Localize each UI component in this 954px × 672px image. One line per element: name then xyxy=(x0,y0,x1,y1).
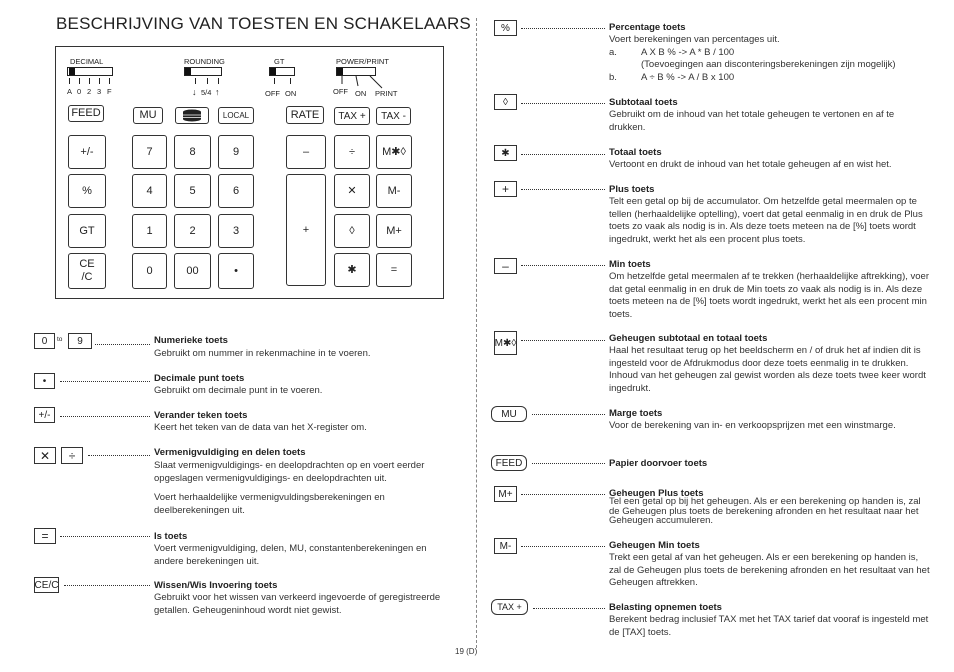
entry-key-divide: ÷ xyxy=(61,447,83,464)
key-9[interactable]: 9 xyxy=(218,135,254,169)
gt-pos-off: OFF xyxy=(265,89,280,98)
percent-key[interactable]: % xyxy=(68,174,106,208)
entry-key-percent: % xyxy=(494,20,517,36)
ce-label: CE xyxy=(79,258,95,270)
decimal-point-key[interactable]: • xyxy=(218,253,254,289)
entry-key-subtotal: ◊ xyxy=(494,94,517,110)
entry-text: Vertoont en drukt de inhoud van het totale geheugen af en wist het. xyxy=(609,159,892,170)
entry-text: Gebruikt om decimale punt in te voeren. xyxy=(154,385,323,396)
decimal-pos-f: F xyxy=(107,87,112,96)
entry-key-plus-minus: +/- xyxy=(34,407,55,423)
entry-title: Marge toets xyxy=(609,408,663,419)
memory-minus-key[interactable]: M- xyxy=(376,174,412,208)
entry-text: Gebruikt om de inhoud van het totale geheugen te vertonen en af te drukken. xyxy=(609,109,895,133)
rounding-switch-label: ROUNDING xyxy=(184,57,225,66)
gt-key[interactable]: GT xyxy=(68,214,106,248)
line-tag xyxy=(609,59,641,72)
decimal-pos-2: 2 xyxy=(87,87,92,96)
key-2[interactable]: 2 xyxy=(174,214,211,248)
power-pos-off: OFF xyxy=(333,87,348,96)
mu-key[interactable]: MU xyxy=(133,107,163,124)
tax-plus-key[interactable]: TAX + xyxy=(334,107,370,125)
key-3[interactable]: 3 xyxy=(218,214,254,248)
entry-text: Trekt een getal af van het geheugen. Als er een berekening op handen is, zal de Geheugen plus toets de berekening afronden en het resultaat van het Geheugen aftrekken. xyxy=(609,552,930,588)
entry-title: Papier doorvoer toets xyxy=(609,458,708,469)
key-8[interactable]: 8 xyxy=(174,135,211,169)
entry-text: Berekent bedrag inclusief TAX met het TAX tarief dat vooraf is ingesteld met de [TAX] toets. xyxy=(609,614,929,638)
plus-key[interactable]: + xyxy=(286,174,326,286)
entry-text: Gebruikt om nummer in rekenmachine in te voeren. xyxy=(154,348,371,359)
rate-key[interactable]: RATE xyxy=(286,106,324,124)
entry-key-mu: MU xyxy=(491,406,527,422)
entry-text: Slaat vermenigvuldigings- en deelopdrachten op en voert eerder opgeslagen vermenigvuldigings- en deelopdrachten uit. xyxy=(154,460,425,484)
entry-title: Totaal toets xyxy=(609,147,662,158)
entry-title: Vermenigvuldiging en delen toets xyxy=(154,447,306,458)
rounding-pos-54: 5/4 xyxy=(201,88,212,97)
entry-key-minus: – xyxy=(494,258,517,274)
entry-text: Telt een getal op bij de accumulator. Om hetzelfde getal meermalen op te tellen (herhaaldelijke optelling), voert dat getal eenmalig in en druk de Plus toets zo vaak als nodig is in. Als deze toets meteen na de [%] toets wordt ingedrukt, werkt het als een procent plus toets. xyxy=(609,196,923,245)
entry-to-label: to xyxy=(57,336,63,343)
entry-text: Om hetzelfde getal meermalen af te trekken (herhaaldelijke aftrekking), voer dat getal eenmalig in en druk de Min toets zo vaak als nodig is in. Als deze toets meteen na de [%] toets wordt ingedrukt, werkt het als een procent min toets. xyxy=(609,271,929,320)
entry-title: Numerieke toets xyxy=(154,335,228,346)
entry-key-plus: + xyxy=(494,181,517,197)
decimal-switch[interactable] xyxy=(67,67,113,76)
equals-key[interactable]: = xyxy=(376,253,412,287)
power-switch[interactable] xyxy=(336,67,376,76)
decimal-pos-0: 0 xyxy=(77,87,82,96)
coin-key[interactable] xyxy=(175,107,209,124)
rounding-switch[interactable] xyxy=(184,67,222,76)
tax-minus-key[interactable]: TAX - xyxy=(376,107,411,125)
key-4[interactable]: 4 xyxy=(132,174,167,208)
entry-text: Voert vermenigvuldiging, delen, MU, constantenberekeningen en andere berekeningen uit. xyxy=(154,543,427,567)
entry-text: Keert het teken van de data van het X-register om. xyxy=(154,422,367,433)
entry-title: Verander teken toets xyxy=(154,410,248,421)
feed-key[interactable]: FEED xyxy=(68,105,104,122)
entry-title: Decimale punt toets xyxy=(154,373,245,384)
minus-key[interactable]: – xyxy=(286,135,326,169)
key-1[interactable]: 1 xyxy=(132,214,167,248)
entry-text: Voor de berekening van in- en verkoopsprijzen met een winstmarge. xyxy=(609,420,896,431)
key-6[interactable]: 6 xyxy=(218,174,254,208)
gt-switch[interactable] xyxy=(269,67,295,76)
divide-key[interactable]: ÷ xyxy=(334,135,370,169)
multiply-key[interactable]: ✕ xyxy=(334,174,370,208)
entry-key-feed: FEED xyxy=(491,455,527,471)
entry-key-ce-c: CE/C xyxy=(34,577,59,593)
line-text: (Toevoegingen aan disconteringsberekeningen zijn mogelijk) xyxy=(641,59,896,70)
line-tag: b. xyxy=(609,71,617,83)
total-key[interactable]: ✱ xyxy=(334,253,370,287)
entry-title: Belasting opnemen toets xyxy=(609,602,722,613)
gt-pos-on: ON xyxy=(285,89,297,98)
decimal-pos-a: A xyxy=(67,87,73,96)
entry-text: Voert herhaaldelijke vermenigvuldingsberekeningen en deelberekeningen uit. xyxy=(154,492,385,516)
entry-key-dot: • xyxy=(34,373,55,389)
page-number: 19 (D) xyxy=(455,647,478,656)
decimal-pos-3: 3 xyxy=(97,87,102,96)
entry-title: Plus toets xyxy=(609,184,655,195)
page-title: BESCHRIJVING VAN TOESTEN EN SCHAKELAARS xyxy=(56,14,471,33)
entry-key-memory-plus: M+ xyxy=(494,486,517,502)
memory-total-key[interactable]: M✱◊ xyxy=(376,135,412,169)
calculator-panel xyxy=(55,46,444,299)
plus-minus-key[interactable]: +/- xyxy=(68,135,106,169)
entry-key-9: 9 xyxy=(68,333,92,349)
entry-title: Geheugen subtotaal en totaal toets xyxy=(609,333,768,344)
entry-title: Wissen/Wis Invoering toets xyxy=(154,580,278,591)
entry-text-block xyxy=(609,34,929,84)
entry-key-memory-minus: M- xyxy=(494,538,517,554)
power-pos-print: PRINT xyxy=(375,89,398,98)
local-key[interactable]: LOCAL xyxy=(218,107,254,124)
entry-title: Min toets xyxy=(609,259,651,270)
memory-plus-key[interactable]: M+ xyxy=(376,214,412,248)
entry-title: Is toets xyxy=(154,531,188,542)
entry-key-tax-plus: TAX + xyxy=(491,599,528,615)
line-tag: a. xyxy=(609,46,617,58)
entry-title: Geheugen Plus toets xyxy=(609,488,704,499)
gt-switch-label: GT xyxy=(274,57,285,66)
ce-c-key[interactable] xyxy=(68,253,106,289)
key-7[interactable]: 7 xyxy=(132,135,167,169)
entry-title: Geheugen Min toets xyxy=(609,540,700,551)
decimal-switch-label: DECIMAL xyxy=(70,57,104,66)
column-divider xyxy=(476,18,478,648)
entry-key-total: ✱ xyxy=(494,145,517,161)
entry-title: Percentage toets xyxy=(609,22,686,33)
entry-title: Subtotaal toets xyxy=(609,97,678,108)
c-label: /C xyxy=(81,271,93,283)
line-text: A ÷ B % -> A / B x 100 xyxy=(641,71,735,83)
entry-text: Haal het resultaat terug op het beeldscherm en / of druk het af indien dit is ingesteld voor de Afdrukmodus door deze toets eenmalig in te drukken. Inhoud van het geheugen zal gewist worden als deze toets twee keer wordt ingedrukt. xyxy=(609,345,926,394)
entry-text: Voert berekeningen van percentages uit. xyxy=(609,34,780,45)
entry-key-memory-total: M✱◊ xyxy=(494,331,517,355)
power-switch-label: POWER/PRINT xyxy=(336,57,389,66)
subtotal-key[interactable]: ◊ xyxy=(334,214,370,248)
power-pos-on: ON xyxy=(355,89,367,98)
entry-key-multiply: ✕ xyxy=(34,447,56,464)
entry-key-0: 0 xyxy=(34,333,55,349)
entry-text: Gebruikt voor het wissen van verkeerd ingevoerde of geregistreerde getallen. Geheugeninhoud wordt niet gewist. xyxy=(154,592,441,616)
key-5[interactable]: 5 xyxy=(174,174,211,208)
entry-key-equals: = xyxy=(34,528,56,544)
line-text: A X B % -> A * B / 100 xyxy=(641,46,735,58)
key-0[interactable]: 0 xyxy=(132,253,167,289)
rounding-up-icon: ↑ xyxy=(215,87,220,97)
rounding-down-icon: ↓ xyxy=(192,87,197,97)
key-00[interactable]: 00 xyxy=(174,253,211,289)
coin-stack-icon xyxy=(181,109,203,123)
entry-text: Tel een getal op bij het geheugen. Als er een berekening op handen is, zal de Geheugen plus toets de berekening afronden en het resultaat naar het Geheugen accumuleren. xyxy=(609,496,921,526)
